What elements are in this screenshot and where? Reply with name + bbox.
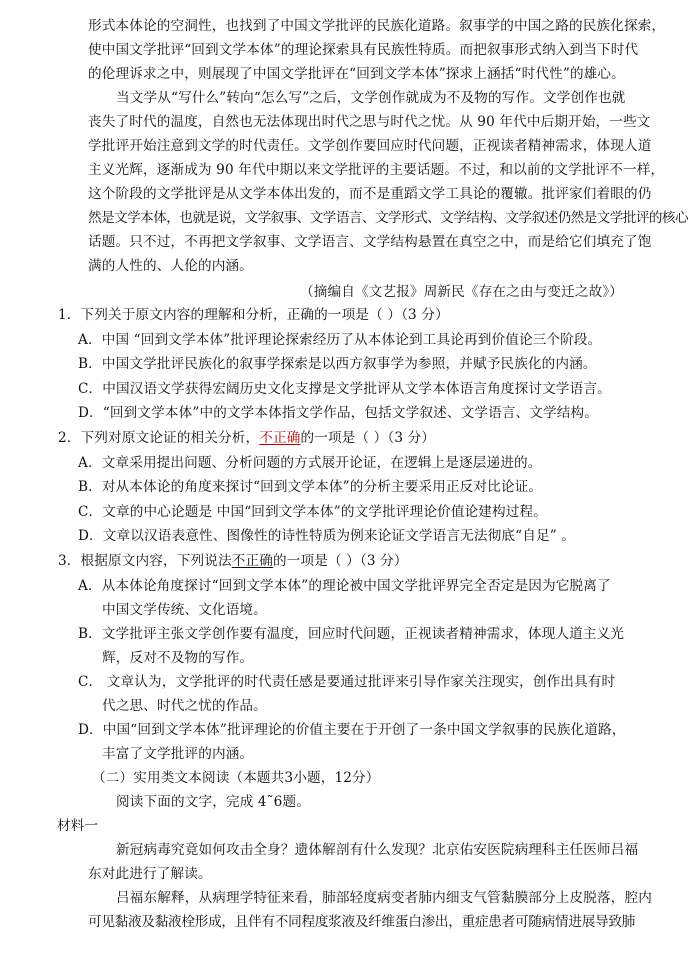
question-1-stem: 1．下列关于原文内容的理解和分析，正确的一项是（ ）（3 分） <box>58 307 449 323</box>
question-1-option-b[interactable]: B．中国文学批评民族化的叙事学探索是以西方叙事学为参照，并赋予民族化的内涵。 <box>78 356 597 372</box>
passage-source: （摘编自《文艺报》周新民《存在之由与变迁之故》） <box>300 284 624 300</box>
material-line: 可见黏液及黏液栓形成，且伴有不同程度浆液及纤维蛋白渗出，重症患者可随病情进展导致肺 <box>88 914 636 930</box>
question-3-stem-post: 的一项是（ ）（3 分） <box>272 553 408 569</box>
section-heading: （二）实用类文本阅读（本题共3小题，12分） <box>92 770 380 786</box>
question-3-option-c[interactable]: C． 文章认为，文学批评的时代责任感是要通过批评来引导作家关注现实，创作出具有时 <box>78 674 616 690</box>
question-2-option-c[interactable]: C．文章的中心论题是 中国“回到文学本体”的文学批评理论价值论建构过程。 <box>78 504 548 520</box>
question-1-option-c[interactable]: C．中国汉语文学获得宏阔历史文化支撑是文学批评从文学本体语言角度探讨文学语言。 <box>78 381 611 397</box>
question-3-stem <box>58 549 408 569</box>
section-instruction: 阅读下面的文字，完成 4˜6题。 <box>116 794 310 810</box>
passage-line: 主义光辉，逐渐成为 90 年代中期以来文学批评的主要话题。不过，和以前的文学批评不一样， <box>88 162 665 178</box>
passage-line: 的伦理诉求之中，则展现了中国文学批评在“回到文学本体”探求上涵括“时代性”的雄心。 <box>88 66 625 82</box>
material-line: 吕福东解释，从病理学特征来看，肺部轻度病变者肺内细支气管黏膜部分上皮脱落，腔内 <box>116 890 653 906</box>
question-1-option-d[interactable]: D．“回到文学本体”中的文学本体指文学作品，包括文学叙述、文学语言、文学结构。 <box>78 405 599 421</box>
question-3-stem-pre: 3．根据原文内容，下列说法 <box>58 553 232 569</box>
passage-line: 话题。只不过，不再把文学叙事、文学语言、文学结构悬置在真空之中，而是给它们填充了饱 <box>88 234 652 250</box>
material-label: 材料一 <box>57 818 99 834</box>
question-3-stem-emphasis: 不正确 <box>231 553 273 569</box>
material-line: 新冠病毒究竟如何攻击全身？遗体解剖有什么发现？北京佑安医院病理科主任医师吕福 <box>116 842 639 858</box>
passage-line: 当文学从“写什么”转向“怎么写”之后，文学创作就成为不及物的写作。文学创作也就 <box>116 90 626 106</box>
question-3-option-a[interactable]: A．从本体论角度探讨“回到文学本体”的理论被中国文学批评界完全否定是因为它脱离了 <box>78 578 611 594</box>
passage-line: 形式本体论的空洞性，也找到了中国文学批评的民族化道路。叙事学的中国之路的民族化探索， <box>88 18 666 34</box>
question-2-stem <box>58 426 435 446</box>
question-2-stem-emphasis: 不正确 <box>259 430 301 446</box>
passage-line: 满的人性的、人伦的内涵。 <box>88 258 253 274</box>
question-2-option-a[interactable]: A．文章采用提出问题、分析问题的方式展开论证，在逻辑上是逐层递进的。 <box>78 455 542 471</box>
passage-line: 使中国文学批评“回到文学本体”的理论探索具有民族性特质。而把叙事形式纳入到当下时代 <box>88 42 639 58</box>
passage-line: 这个阶段的文学批评是从文学本体出发的，而不是重蹈文学工具论的覆辙。批评家们着眼的仍 <box>88 186 652 202</box>
question-3-option-b-cont: 辉，反对不及物的写作。 <box>102 650 254 666</box>
question-2-option-b[interactable]: B．对从本体论的角度来探讨“回到文学本体”的分析主要采用正反对比论证。 <box>78 479 543 495</box>
material-line: 东对此进行了解读。 <box>88 866 212 882</box>
question-2-option-d[interactable]: D．文章以汉语表意性、图像性的诗性特质为例来论证文学语言无法彻底“自足” 。 <box>78 528 576 544</box>
question-2-stem-pre: 2．下列对原文论证的相关分析， <box>58 430 260 446</box>
passage-line: 然是文学本体，也就是说，文学叙事、文学语言、文学形式、文学结构、文学叙述仍然是文学批评的核心 <box>88 210 688 226</box>
question-3-option-d-cont: 丰富了文学批评的内涵。 <box>102 746 254 762</box>
question-3-option-c-cont: 代之思、时代之忧的作品。 <box>102 698 267 714</box>
passage-line: 丧失了时代的温度，自然也无法体现出时代之思与时代之忧。从 90 年代中后期开始，一些文 <box>88 114 651 130</box>
question-3-option-d[interactable]: D．中国“回到文学本体”批评理论的价值主要在于开创了一条中国文学叙事的民族化道路， <box>78 722 626 738</box>
question-3-option-a-cont: 中国文学传统、文化语境。 <box>102 602 267 618</box>
passage-line: 学批评开始注意到文学的时代责任。文学创作要回应时代问题，正视读者精神需求，体现人道 <box>88 138 652 154</box>
question-1-option-a[interactable]: A．中国 “回到文学本体”批评理论探索经历了从本体论到工具论再到价值论三个阶段。 <box>78 332 602 348</box>
question-2-stem-post: 的一项是（ ）（3 分） <box>300 430 436 446</box>
question-3-option-b[interactable]: B．文学批评主张文学创作要有温度，回应时代问题，正视读者精神需求，体现人道主义光 <box>78 626 625 642</box>
